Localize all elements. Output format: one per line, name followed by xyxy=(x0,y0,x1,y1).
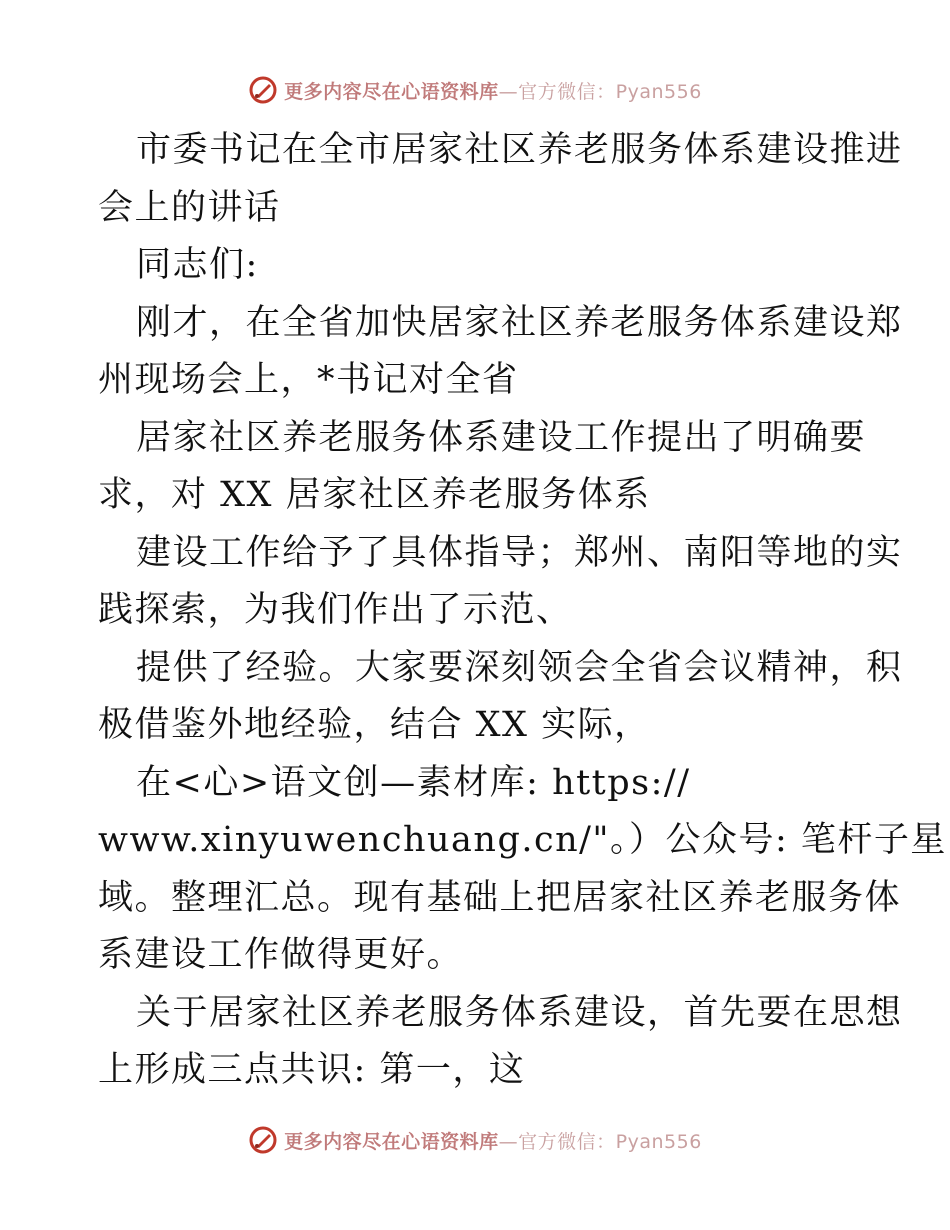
banner-wechat: 官方微信：Pyan556 xyxy=(518,80,702,103)
text-line: 建设工作给予了具体指导；郑州、南阳等地的实 xyxy=(136,532,903,573)
text-line: 提供了经验。大家要深刻领会全省会议精神，积 xyxy=(136,647,903,688)
banner-separator: — xyxy=(498,80,519,103)
text-line: 市委书记在全市居家社区养老服务体系建设推进 xyxy=(136,130,903,170)
text-line: 极借鉴外地经验，结合 XX 实际， xyxy=(98,705,651,745)
document-body xyxy=(98,122,947,1100)
header-banner xyxy=(0,70,950,110)
banner-wechat: 官方微信：Pyan556 xyxy=(518,1130,702,1153)
text-line: 上形成三点共识: 第一，这 xyxy=(98,1050,526,1090)
text-line: 州现场会上，*书记对全省 xyxy=(98,360,519,400)
banner-text xyxy=(284,1127,702,1154)
text-line: 关于居家社区养老服务体系建设，首先要在思想 xyxy=(136,992,903,1033)
text-line: 系建设工作做得更好。 xyxy=(98,935,464,975)
text-line: 践探索，为我们作出了示范、 xyxy=(98,590,573,630)
text-line: 域。整理汇总。现有基础上把居家社区养老服务体 xyxy=(98,877,902,918)
banner-text xyxy=(284,77,702,104)
pen-logo-icon xyxy=(248,1125,278,1155)
banner-brand: 更多内容尽在心语资料库 xyxy=(284,1130,499,1153)
text-line: 居家社区养老服务体系建设工作提出了明确要 xyxy=(136,417,867,458)
banner-separator: — xyxy=(498,1130,519,1153)
text-line: 刚才，在全省加快居家社区养老服务体系建设郑 xyxy=(136,302,903,343)
pen-logo-icon xyxy=(248,75,278,105)
text-line: 会上的讲话 xyxy=(98,187,281,228)
text-line: www.xinyuwenchuang.cn/"。）公众号: 笔杆子星 xyxy=(98,820,947,860)
text-line: 求，对 XX 居家社区养老服务体系 xyxy=(98,475,651,515)
banner-brand: 更多内容尽在心语资料库 xyxy=(284,80,499,103)
text-line: 在<心>语文创—素材库: https:// xyxy=(136,762,691,803)
footer-banner xyxy=(0,1120,950,1160)
text-line: 同志们: xyxy=(136,245,259,285)
